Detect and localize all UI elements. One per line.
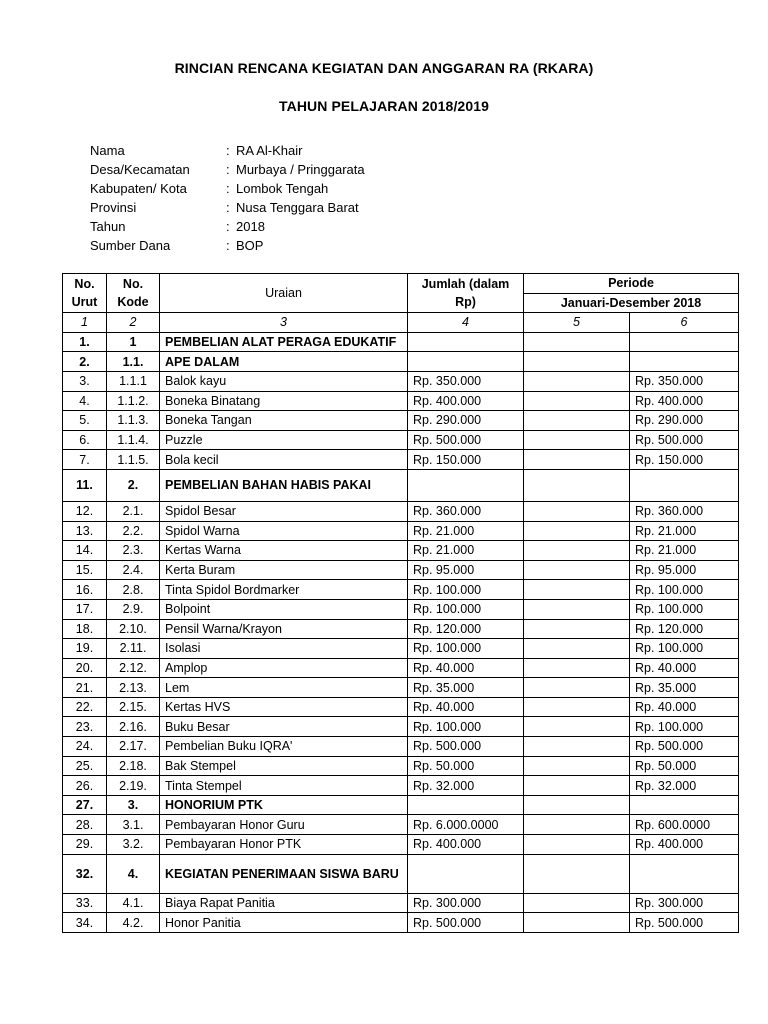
row-no-urut: 18. — [63, 619, 107, 639]
row-no-kode: 2.10. — [107, 619, 160, 639]
row-no-kode: 1.1. — [107, 352, 160, 372]
row-no-kode: 1.1.1 — [107, 371, 160, 391]
table-row — [63, 411, 739, 431]
row-no-urut: 22. — [63, 697, 107, 717]
info-row — [90, 141, 365, 160]
table-row — [63, 619, 739, 639]
column-number: 5 — [524, 313, 630, 333]
row-uraian: Pensil Warna/Krayon — [160, 619, 408, 639]
row-no-kode: 1.1.2. — [107, 391, 160, 411]
row-jumlah — [408, 352, 524, 372]
row-periode-6: Rp. 100.000 — [630, 599, 739, 619]
table-row — [63, 352, 739, 372]
row-periode-5 — [524, 599, 630, 619]
header-no-urut: No. Urut — [63, 274, 107, 313]
table-row — [63, 501, 739, 521]
row-no-urut: 16. — [63, 580, 107, 600]
row-uraian: Honor Panitia — [160, 913, 408, 933]
row-periode-5 — [524, 737, 630, 757]
header-uraian: Uraian — [160, 274, 408, 313]
info-separator: : — [226, 162, 230, 177]
info-label: Sumber Dana — [90, 238, 171, 253]
info-label: Provinsi — [90, 200, 137, 215]
row-no-kode: 3.1. — [107, 815, 160, 835]
header-periode: Periode — [524, 274, 739, 294]
row-jumlah: Rp. 21.000 — [408, 541, 524, 561]
row-periode-6 — [630, 332, 739, 352]
row-periode-5 — [524, 580, 630, 600]
row-periode-5 — [524, 854, 630, 893]
row-periode-6: Rp. 350.000 — [630, 371, 739, 391]
row-jumlah: Rp. 150.000 — [408, 450, 524, 470]
row-jumlah — [408, 469, 524, 501]
row-no-kode: 2.15. — [107, 697, 160, 717]
row-uraian: Kerta Buram — [160, 560, 408, 580]
row-uraian: Bola kecil — [160, 450, 408, 470]
table-row — [63, 756, 739, 776]
row-jumlah: Rp. 95.000 — [408, 560, 524, 580]
row-no-kode: 3.2. — [107, 835, 160, 855]
info-value: Nusa Tenggara Barat — [236, 200, 359, 215]
info-value: Murbaya / Pringgarata — [236, 162, 365, 177]
row-periode-5 — [524, 619, 630, 639]
row-periode-5 — [524, 391, 630, 411]
row-uraian: Kertas Warna — [160, 541, 408, 561]
row-jumlah: Rp. 40.000 — [408, 658, 524, 678]
row-no-kode: 1 — [107, 332, 160, 352]
row-periode-5 — [524, 332, 630, 352]
row-no-kode: 1.1.5. — [107, 450, 160, 470]
row-periode-5 — [524, 717, 630, 737]
row-jumlah: Rp. 35.000 — [408, 678, 524, 698]
row-no-kode: 4. — [107, 854, 160, 893]
row-periode-5 — [524, 352, 630, 372]
row-periode-5 — [524, 893, 630, 913]
table-row — [63, 391, 739, 411]
row-no-urut: 1. — [63, 332, 107, 352]
info-row — [90, 160, 365, 179]
row-no-urut: 25. — [63, 756, 107, 776]
row-periode-6: Rp. 50.000 — [630, 756, 739, 776]
row-uraian: Pembayaran Honor Guru — [160, 815, 408, 835]
row-no-kode: 2.3. — [107, 541, 160, 561]
table-row — [63, 913, 739, 933]
row-periode-5 — [524, 835, 630, 855]
row-no-urut: 14. — [63, 541, 107, 561]
table-row — [63, 430, 739, 450]
row-uraian: Spidol Warna — [160, 521, 408, 541]
info-separator: : — [226, 238, 230, 253]
row-no-kode: 2.1. — [107, 501, 160, 521]
table-row — [63, 678, 739, 698]
table-row — [63, 371, 739, 391]
table-row — [63, 835, 739, 855]
row-uraian: Boneka Binatang — [160, 391, 408, 411]
row-periode-5 — [524, 776, 630, 796]
row-no-urut: 23. — [63, 717, 107, 737]
row-jumlah: Rp. 290.000 — [408, 411, 524, 431]
row-uraian: KEGIATAN PENERIMAAN SISWA BARU — [160, 854, 408, 893]
row-jumlah: Rp. 40.000 — [408, 697, 524, 717]
row-no-kode: 2.18. — [107, 756, 160, 776]
info-row — [90, 198, 365, 217]
row-jumlah: Rp. 21.000 — [408, 521, 524, 541]
row-periode-6: Rp. 360.000 — [630, 501, 739, 521]
info-separator: : — [226, 219, 230, 234]
row-uraian: Tinta Stempel — [160, 776, 408, 796]
row-no-urut: 17. — [63, 599, 107, 619]
row-periode-5 — [524, 501, 630, 521]
row-periode-5 — [524, 678, 630, 698]
row-jumlah: Rp. 120.000 — [408, 619, 524, 639]
row-periode-6: Rp. 500.000 — [630, 430, 739, 450]
table-row — [63, 541, 739, 561]
row-no-urut: 4. — [63, 391, 107, 411]
row-uraian: Kertas HVS — [160, 697, 408, 717]
info-label: Desa/Kecamatan — [90, 162, 190, 177]
row-no-urut: 2. — [63, 352, 107, 372]
row-periode-6: Rp. 21.000 — [630, 541, 739, 561]
row-uraian: APE DALAM — [160, 352, 408, 372]
info-row — [90, 236, 365, 255]
row-no-kode: 1.1.3. — [107, 411, 160, 431]
row-periode-6: Rp. 150.000 — [630, 450, 739, 470]
row-periode-6 — [630, 854, 739, 893]
row-no-urut: 11. — [63, 469, 107, 501]
table-row — [63, 854, 739, 893]
row-periode-5 — [524, 411, 630, 431]
row-no-urut: 3. — [63, 371, 107, 391]
row-periode-6 — [630, 469, 739, 501]
info-value: BOP — [236, 238, 264, 253]
row-no-urut: 13. — [63, 521, 107, 541]
row-uraian: Lem — [160, 678, 408, 698]
info-label: Tahun — [90, 219, 126, 234]
row-jumlah: Rp. 100.000 — [408, 717, 524, 737]
row-no-kode: 2.4. — [107, 560, 160, 580]
info-label: Kabupaten/ Kota — [90, 181, 187, 196]
row-no-urut: 24. — [63, 737, 107, 757]
info-separator: : — [226, 200, 230, 215]
table-row — [63, 580, 739, 600]
table-row — [63, 332, 739, 352]
row-periode-6: Rp. 32.000 — [630, 776, 739, 796]
row-no-kode: 2.12. — [107, 658, 160, 678]
header-no-kode: No. Kode — [107, 274, 160, 313]
identity-block — [90, 141, 365, 255]
row-periode-5 — [524, 450, 630, 470]
budget-table — [62, 273, 739, 933]
row-periode-5 — [524, 371, 630, 391]
row-periode-6: Rp. 95.000 — [630, 560, 739, 580]
row-periode-6: Rp. 40.000 — [630, 658, 739, 678]
row-periode-6: Rp. 400.000 — [630, 391, 739, 411]
table-row — [63, 521, 739, 541]
row-periode-5 — [524, 697, 630, 717]
row-jumlah: Rp. 400.000 — [408, 835, 524, 855]
info-row — [90, 179, 365, 198]
column-number: 1 — [63, 313, 107, 333]
table-row — [63, 795, 739, 815]
row-jumlah: Rp. 6.000.0000 — [408, 815, 524, 835]
row-jumlah: Rp. 300.000 — [408, 893, 524, 913]
row-no-urut: 34. — [63, 913, 107, 933]
table-row — [63, 599, 739, 619]
row-no-kode: 2.9. — [107, 599, 160, 619]
table-row — [63, 737, 739, 757]
row-no-urut: 27. — [63, 795, 107, 815]
row-no-kode: 2. — [107, 469, 160, 501]
row-no-kode: 4.1. — [107, 893, 160, 913]
row-jumlah — [408, 854, 524, 893]
row-periode-5 — [524, 639, 630, 659]
table-row — [63, 560, 739, 580]
header-jumlah: Jumlah (dalam Rp) — [408, 274, 524, 313]
column-number: 3 — [160, 313, 408, 333]
row-uraian: PEMBELIAN ALAT PERAGA EDUKATIF — [160, 332, 408, 352]
row-periode-6 — [630, 352, 739, 372]
table-row — [63, 717, 739, 737]
table-row — [63, 658, 739, 678]
info-value: RA Al-Khair — [236, 143, 303, 158]
row-uraian: Amplop — [160, 658, 408, 678]
row-no-kode: 2.16. — [107, 717, 160, 737]
row-no-kode: 1.1.4. — [107, 430, 160, 450]
row-periode-6: Rp. 35.000 — [630, 678, 739, 698]
row-periode-6: Rp. 21.000 — [630, 521, 739, 541]
document-title: RINCIAN RENCANA KEGIATAN DAN ANGGARAN RA (RKARA) — [174, 60, 594, 76]
row-uraian: Balok kayu — [160, 371, 408, 391]
row-no-kode: 2.19. — [107, 776, 160, 796]
row-periode-5 — [524, 541, 630, 561]
row-no-kode: 2.13. — [107, 678, 160, 698]
row-no-kode: 2.17. — [107, 737, 160, 757]
row-periode-5 — [524, 469, 630, 501]
row-periode-6: Rp. 120.000 — [630, 619, 739, 639]
row-periode-6: Rp. 600.0000 — [630, 815, 739, 835]
row-no-urut: 5. — [63, 411, 107, 431]
info-separator: : — [226, 143, 230, 158]
row-periode-5 — [524, 430, 630, 450]
header-periode-range: Januari-Desember 2018 — [524, 293, 739, 313]
row-jumlah — [408, 332, 524, 352]
row-periode-5 — [524, 521, 630, 541]
table-row — [63, 893, 739, 913]
row-jumlah — [408, 795, 524, 815]
row-jumlah: Rp. 400.000 — [408, 391, 524, 411]
row-no-urut: 19. — [63, 639, 107, 659]
row-jumlah: Rp. 100.000 — [408, 599, 524, 619]
row-jumlah: Rp. 500.000 — [408, 737, 524, 757]
row-jumlah: Rp. 360.000 — [408, 501, 524, 521]
info-value: 2018 — [236, 219, 265, 234]
row-no-urut: 21. — [63, 678, 107, 698]
row-periode-6: Rp. 100.000 — [630, 639, 739, 659]
row-uraian: Spidol Besar — [160, 501, 408, 521]
row-no-urut: 28. — [63, 815, 107, 835]
row-uraian: PEMBELIAN BAHAN HABIS PAKAI — [160, 469, 408, 501]
row-no-urut: 20. — [63, 658, 107, 678]
row-jumlah: Rp. 500.000 — [408, 430, 524, 450]
column-number: 2 — [107, 313, 160, 333]
row-periode-6: Rp. 500.000 — [630, 913, 739, 933]
column-number: 6 — [630, 313, 739, 333]
row-periode-5 — [524, 756, 630, 776]
row-no-kode: 2.8. — [107, 580, 160, 600]
row-periode-5 — [524, 913, 630, 933]
row-periode-6: Rp. 100.000 — [630, 717, 739, 737]
table-body — [63, 332, 739, 932]
row-jumlah: Rp. 350.000 — [408, 371, 524, 391]
row-no-urut: 33. — [63, 893, 107, 913]
row-jumlah: Rp. 50.000 — [408, 756, 524, 776]
row-uraian: Biaya Rapat Panitia — [160, 893, 408, 913]
row-uraian: Boneka Tangan — [160, 411, 408, 431]
row-periode-5 — [524, 658, 630, 678]
row-no-kode: 2.2. — [107, 521, 160, 541]
row-periode-5 — [524, 815, 630, 835]
info-value: Lombok Tengah — [236, 181, 329, 196]
row-uraian: Buku Besar — [160, 717, 408, 737]
row-uraian: Tinta Spidol Bordmarker — [160, 580, 408, 600]
row-no-urut: 15. — [63, 560, 107, 580]
row-uraian: Bak Stempel — [160, 756, 408, 776]
row-no-kode: 2.11. — [107, 639, 160, 659]
row-jumlah: Rp. 100.000 — [408, 639, 524, 659]
row-no-urut: 26. — [63, 776, 107, 796]
row-periode-6 — [630, 795, 739, 815]
table-row — [63, 815, 739, 835]
table-row — [63, 450, 739, 470]
info-row — [90, 217, 365, 236]
row-no-urut: 29. — [63, 835, 107, 855]
row-no-urut: 7. — [63, 450, 107, 470]
row-periode-6: Rp. 100.000 — [630, 580, 739, 600]
row-uraian: Puzzle — [160, 430, 408, 450]
row-uraian: Pembelian Buku IQRA' — [160, 737, 408, 757]
row-no-kode: 4.2. — [107, 913, 160, 933]
table-row — [63, 776, 739, 796]
row-no-urut: 6. — [63, 430, 107, 450]
row-no-urut: 32. — [63, 854, 107, 893]
row-periode-6: Rp. 400.000 — [630, 835, 739, 855]
row-jumlah: Rp. 100.000 — [408, 580, 524, 600]
info-separator: : — [226, 181, 230, 196]
row-jumlah: Rp. 32.000 — [408, 776, 524, 796]
row-periode-5 — [524, 795, 630, 815]
document-subtitle: TAHUN PELAJARAN 2018/2019 — [279, 98, 489, 114]
row-no-kode: 3. — [107, 795, 160, 815]
table-row — [63, 639, 739, 659]
row-periode-6: Rp. 40.000 — [630, 697, 739, 717]
row-uraian: HONORIUM PTK — [160, 795, 408, 815]
table-row — [63, 697, 739, 717]
row-periode-6: Rp. 300.000 — [630, 893, 739, 913]
column-number: 4 — [408, 313, 524, 333]
row-jumlah: Rp. 500.000 — [408, 913, 524, 933]
row-periode-6: Rp. 500.000 — [630, 737, 739, 757]
table-row — [63, 469, 739, 501]
row-uraian: Pembayaran Honor PTK — [160, 835, 408, 855]
row-uraian: Isolasi — [160, 639, 408, 659]
row-no-urut: 12. — [63, 501, 107, 521]
row-periode-5 — [524, 560, 630, 580]
row-periode-6: Rp. 290.000 — [630, 411, 739, 431]
info-label: Nama — [90, 143, 125, 158]
row-uraian: Bolpoint — [160, 599, 408, 619]
